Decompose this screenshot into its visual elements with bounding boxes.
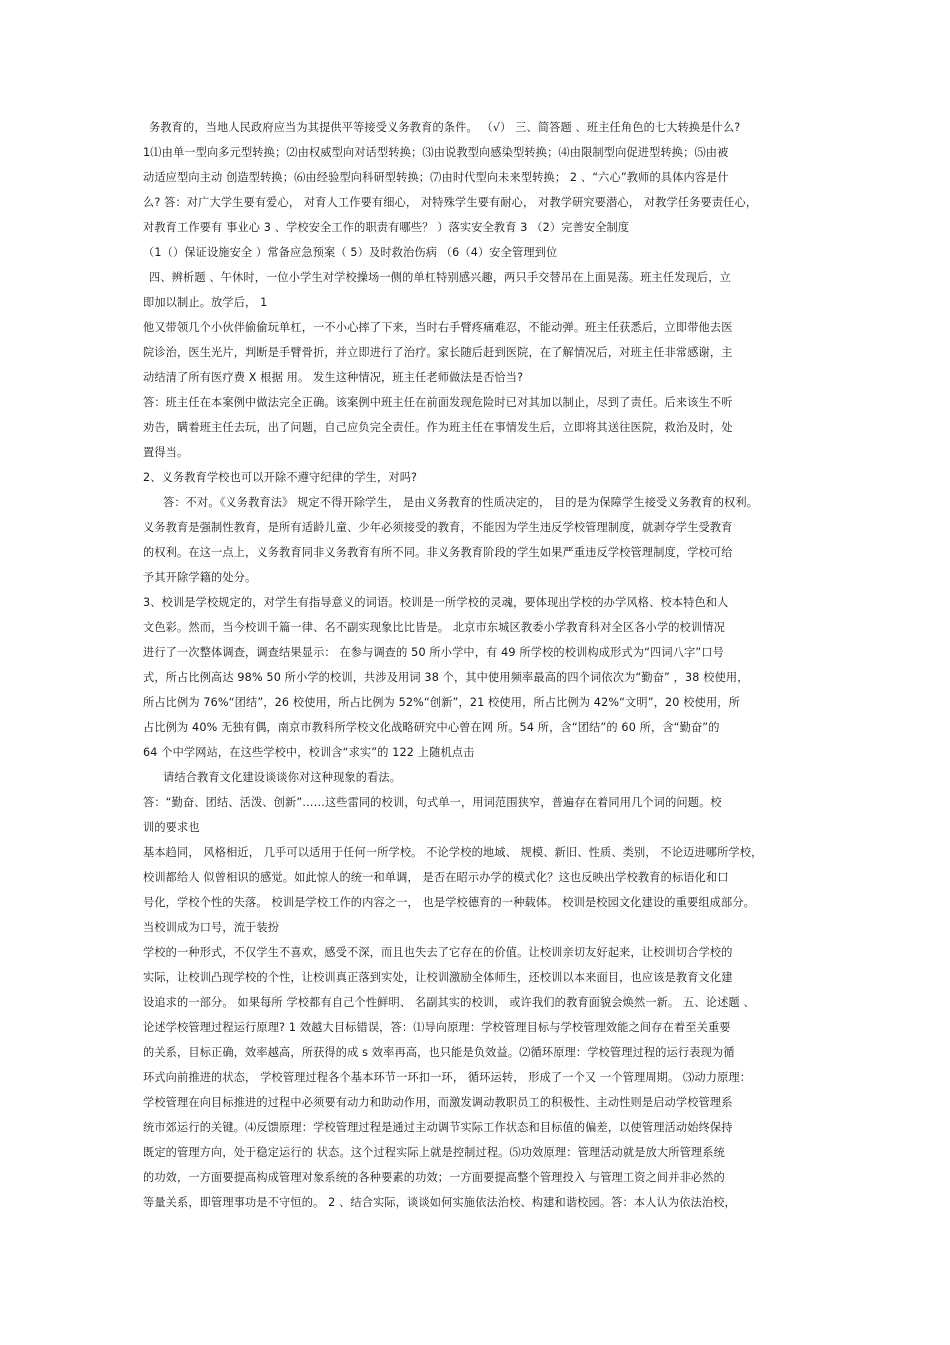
text-line: 1⑴由单一型向多元型转换；⑵由权威型向对话型转换；⑶由说教型向感染型转换；⑷由限制型向促进型转换；⑸由被 bbox=[143, 146, 729, 159]
text-line: 动结清了所有医疗费 X 根据 用。 发生这种情况，班主任老师做法是否恰当? bbox=[143, 371, 524, 384]
text-line: （1（）保证设施安全 ）常备应急预案（ 5）及时救治伤病 （6（4）安全管理到位 bbox=[143, 246, 558, 259]
text-line: 基本趋同， 风格相近， 几乎可以适用于任何一所学校。 不论学校的地域、 规模、新旧、性质、类别， 不论迈进哪所学校， bbox=[143, 846, 763, 859]
text-line: 动适应型向主动 创造型转换；⑹由经验型向科研型转换；⑺由时代型向未来型转换； 2 、“六心”教师的具体内容是什 bbox=[143, 171, 729, 184]
text-line: 2、义务教育学校也可以开除不遵守纪律的学生，对吗? bbox=[143, 471, 418, 484]
text-line: 文色彩。然而，当今校训千篇一律、名不副实现象比比皆是。 北京市东城区教委小学教育科对全区各小学的校训情况 bbox=[143, 621, 725, 634]
text-line: 号化，学校个性的失落。 校训是学校工作的内容之一， 也是学校德育的一种载体。 校训是校园文化建设的重要组成部分。 bbox=[143, 896, 756, 909]
text-line: 式，所占比例高达 98% 50 所小学的校训，共涉及用词 38 个，其中使用频率最高的四个词依次为“勤奋” ，38 校使用， bbox=[143, 671, 749, 684]
text-line: 当校训成为口号，流于装扮 bbox=[143, 921, 280, 934]
text-line: 院诊治，医生光片，判断是手臂骨折，并立即进行了治疗。家长随后赶到医院，在了解情况后，对班主任非常感谢，主 bbox=[143, 346, 733, 359]
text-line: 所占比例为 76%“团结”，26 校使用，所占比例为 52%“创新”，21 校使用，所占比例为 42%“文明”，20 校使用，所 bbox=[143, 696, 740, 709]
text-line: 训的要求也 bbox=[143, 821, 200, 834]
text-line: 进行了一次整体调查，调查结果显示： 在参与调查的 50 所小学中，有 49 所学校的校训构成形式为“四词八字”口号 bbox=[143, 646, 725, 659]
text-line: 请结合教育文化建设谈谈你对这种现象的看法。 bbox=[163, 771, 402, 784]
text-line: 答：“勤奋、团结、活泼、创新”……这些雷同的校训，句式单一，用词范围狭窄，普遍存在着同用几个词的问题。校 bbox=[143, 796, 722, 809]
text-line: 答：不对。《义务教育法》 规定不得开除学生， 是由义务教育的性质决定的， 目的是为保障学生接受义务教育的权利。 bbox=[163, 496, 759, 509]
text-line: 的功效，一方面要提高构成管理对象系统的各种要素的功效；一方面要提高整个管理投入 与管理工资之间并非必然的 bbox=[143, 1171, 725, 1184]
text-line: 的关系，目标正确，效率越高，所获得的成 s 效率再高，也只能是负效益。⑵循环原理：学校管理过程的运行表现为循 bbox=[143, 1046, 735, 1059]
text-line: 义务教育是强制性教育，是所有适龄儿童、少年必须接受的教育，不能因为学生违反学校管理制度，就剥夺学生受教育 bbox=[143, 521, 733, 534]
text-line: 环式向前推进的状态， 学校管理过程各个基本环节一环扣一环， 循环运转， 形成了一个又 一个管理周期。 ⑶动力原理： bbox=[143, 1071, 752, 1084]
text-line: 实际，让校训凸现学校的个性，让校训真正落到实处，让校训激励全体师生，还校训以本来面目，也应该是教育文化建 bbox=[143, 971, 733, 984]
text-line: 予其开除学籍的处分。 bbox=[143, 571, 257, 584]
text-line: 四、辨析题 、午休时，一位小学生对学校操场一侧的单杠特别感兴趣，两只手交替吊在上面晃荡。班主任发现后，立 bbox=[149, 271, 731, 284]
text-line: 对教育工作要有 事业心 3 、学校安全工作的职责有哪些？ ）落实安全教育 3 （2）完善安全制度 bbox=[143, 221, 630, 234]
text-line: 即加以制止。放学后， 1 bbox=[143, 296, 268, 309]
text-line: 么? 答：对广大学生要有爱心， 对育人工作要有细心， 对特殊学生要有耐心， 对教学研究要潜心， 对教学任务要责任心， bbox=[143, 196, 758, 209]
text-line: 64 个中学网站，在这些学校中，校训含“求实”的 122 上随机点击 bbox=[143, 746, 475, 759]
text-line: 既定的管理方向，处于稳定运行的 状态。这个过程实际上就是控制过程。⑸功效原理：管理活动就是放大所管理系统 bbox=[143, 1146, 725, 1159]
text-line: 统市郊运行的关键。⑷反馈原理：学校管理过程是通过主动调节实际工作状态和目标值的偏差，以使管理活动始终保持 bbox=[143, 1121, 733, 1134]
text-line: 他又带领几个小伙伴偷偷玩单杠，一不小心摔了下来，当时右手臂疼痛难忍，不能动弹。班主任获悉后，立即带他去医 bbox=[143, 321, 733, 334]
text-line: 答：班主任在本案例中做法完全正确。该案例中班主任在前面发现危险时已对其加以制止，尽到了责任。后来该生不听 bbox=[143, 396, 733, 409]
text-line: 务教育的，当地人民政府应当为其提供平等接受义务教育的条件。 （√） 三、简答题 、班主任角色的七大转换是什么? bbox=[149, 121, 741, 134]
text-line: 学校管理在向目标推进的过程中必须要有动力和助动作用，而激发调动教职员工的积极性、主动性则是启动学校管理系 bbox=[143, 1096, 733, 1109]
text-line: 等量关系，即管理事功是不守恒的。 2 、结合实际，谈谈如何实施依法治校、构建和谐校园。答：本人认为依法治校， bbox=[143, 1196, 736, 1209]
text-line: 3、校训是学校规定的，对学生有指导意义的词语。校训是一所学校的灵魂，要体现出学校的办学风格、校本特色和人 bbox=[143, 596, 729, 609]
text-line: 的权利。在这一点上，义务教育同非义务教育有所不同。非义务教育阶段的学生如果严重违反学校管理制度，学校可给 bbox=[143, 546, 733, 559]
text-line: 占比例为 40% 无独有偶，南京市教科所学校文化战略研究中心曾在网 所。54 所，含“团结”的 60 所，含“勤奋”的 bbox=[143, 721, 720, 734]
text-line: 劝告，瞒着班主任去玩，出了问题，自己应负完全责任。作为班主任在事情发生后，立即将其送往医院，救治及时，处 bbox=[143, 421, 733, 434]
text-line: 论述学校管理过程运行原理? 1 效越大目标错误，答：⑴导向原理：学校管理目标与学校管理效能之间存在着至关重要 bbox=[143, 1021, 731, 1034]
text-line: 设追求的一部分。 如果每所 学校都有自己个性鲜明、 名副其实的校训， 或许我们的教育面貌会焕然一新。 五、论述题 、 bbox=[143, 996, 755, 1009]
text-line: 学校的一种形式，不仅学生不喜欢，感受不深，而且也失去了它存在的价值。让校训亲切友好起来，让校训切合学校的 bbox=[143, 946, 733, 959]
text-line: 置得当。 bbox=[143, 446, 189, 459]
text-line: 校训都给人 似曾相识的感觉。如此惊人的统一和单调， 是否在昭示办学的模式化？这也反映出学校教育的标语化和口 bbox=[143, 871, 729, 884]
